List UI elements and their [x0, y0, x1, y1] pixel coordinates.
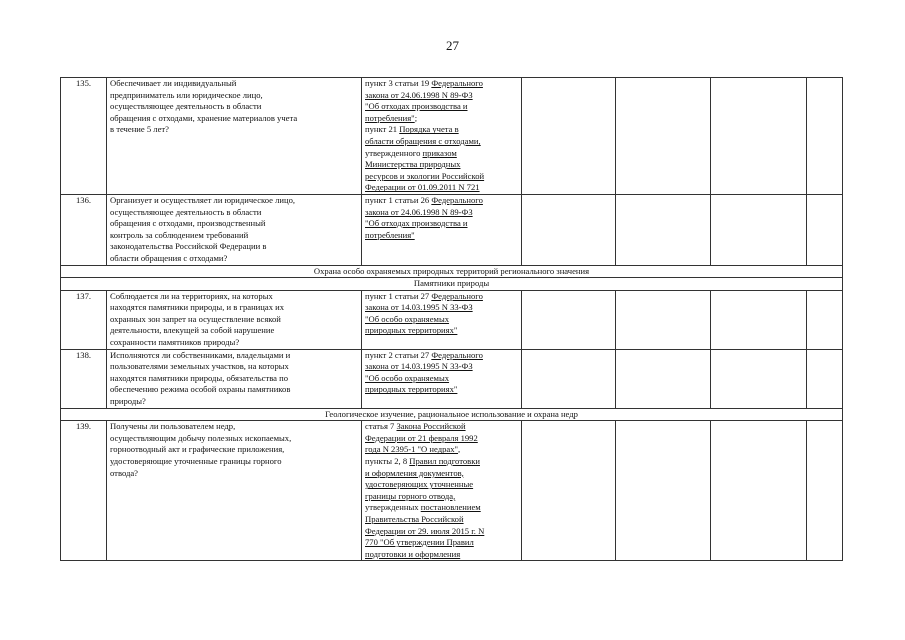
answer-cell: [711, 194, 807, 265]
basis-text: пункты 2, 8: [365, 456, 410, 466]
basis-line: [365, 433, 518, 445]
checklist-table: [60, 77, 843, 561]
basis-line: [365, 491, 518, 503]
question-cell: [107, 421, 362, 561]
table-row: [61, 194, 843, 265]
basis-line: [365, 314, 518, 326]
question-line: находятся памятники природы, и в границах их: [110, 302, 285, 313]
question-line: удостоверяющие уточненные границы горного: [110, 456, 282, 466]
basis-line: [365, 218, 518, 230]
legal-reference-link[interactable]: удостоверяющих уточненные: [365, 479, 474, 490]
section-row: [61, 265, 843, 278]
legal-reference-link[interactable]: закона от 14.03.1995 N 33-ФЗ: [365, 302, 473, 313]
legal-reference-link[interactable]: приказом: [422, 147, 457, 158]
section-row: [61, 408, 843, 421]
question-line: обращения с отходами, производственный: [110, 218, 266, 229]
answer-cell: [807, 78, 843, 195]
basis-line: [365, 537, 518, 549]
question-line: осуществляющее деятельность в области: [110, 206, 262, 217]
legal-reference-link[interactable]: границы горного отвода,: [365, 490, 456, 501]
legal-reference-link[interactable]: Правительства Российской: [365, 513, 464, 524]
basis-line: [365, 456, 518, 468]
question-cell: [107, 78, 362, 195]
legal-reference-link[interactable]: Правил подготовки: [409, 456, 480, 466]
item-number: 139.: [61, 421, 107, 561]
basis-text: ;: [414, 112, 418, 123]
legal-reference-link[interactable]: Закона Российской: [396, 421, 466, 432]
question-line: в течение 5 лет?: [110, 124, 169, 135]
answer-cell: [807, 194, 843, 265]
basis-text: ,: [458, 444, 461, 455]
basis-line: [365, 230, 518, 242]
question-line: Организует и осуществляет ли юридическое лицо,: [110, 194, 296, 205]
legal-reference-link[interactable]: "Об отходах производства и: [365, 101, 468, 112]
basis-line: [365, 195, 518, 207]
basis-text: пункт 1 статьи 27: [365, 290, 432, 301]
answer-cell: [522, 421, 616, 561]
question-line: охранных зон запрет на осуществление всякой: [110, 313, 281, 324]
legal-reference-link[interactable]: природных территориях": [365, 384, 458, 395]
question-line: Исполняются ли собственниками, владельцами и: [110, 349, 291, 360]
question-line: законодательства Российской Федерации в: [110, 241, 267, 252]
basis-line: [365, 502, 518, 514]
answer-cell: [616, 349, 711, 408]
table-row: [61, 421, 843, 561]
legal-reference-link[interactable]: природных территориях": [365, 325, 458, 336]
question-cell: [107, 194, 362, 265]
legal-reference-link[interactable]: Федерации от 01.09.2011 N 721: [365, 182, 480, 193]
answer-cell: [616, 290, 711, 349]
answer-cell: [522, 194, 616, 265]
legal-reference-link[interactable]: и оформления документов,: [365, 467, 464, 478]
legal-basis-cell: [362, 421, 522, 561]
basis-line: [365, 101, 518, 113]
page-number: 27: [446, 38, 459, 53]
legal-reference-link[interactable]: Федерального: [431, 78, 483, 88]
basis-line: [365, 78, 518, 90]
section-heading: Геологическое изучение, рациональное использование и охрана недр: [61, 408, 843, 421]
legal-reference-link[interactable]: Федерации от 29. июля 2015 г. N: [365, 525, 485, 536]
basis-text: утвержденных: [365, 502, 421, 513]
legal-reference-link[interactable]: закона от 24.06.1998 N 89-ФЗ: [365, 89, 473, 100]
legal-reference-link[interactable]: Федерального: [431, 290, 483, 301]
table-row: [61, 78, 843, 195]
basis-line: [365, 479, 518, 491]
table-row: [61, 290, 843, 349]
item-number: 137.: [61, 290, 107, 349]
table-row: [61, 349, 843, 408]
legal-reference-link[interactable]: "Об особо охраняемых: [365, 372, 450, 383]
basis-line: [365, 421, 518, 433]
legal-reference-link[interactable]: Федерального: [431, 194, 483, 205]
item-number: 136.: [61, 194, 107, 265]
legal-reference-link[interactable]: постановлением: [420, 502, 481, 513]
basis-text: статья 7: [365, 421, 397, 432]
basis-line: [365, 136, 518, 148]
legal-reference-link[interactable]: закона от 24.06.1998 N 89-ФЗ: [365, 206, 473, 217]
basis-text: пункт 3 статьи 19: [365, 78, 432, 88]
basis-line: [365, 468, 518, 480]
answer-cell: [522, 290, 616, 349]
question-cell: [107, 349, 362, 408]
answer-cell: [711, 290, 807, 349]
item-number: 135.: [61, 78, 107, 195]
basis-line: [365, 514, 518, 526]
basis-line: [365, 207, 518, 219]
answer-cell: [711, 421, 807, 561]
answer-cell: [616, 194, 711, 265]
legal-reference-link[interactable]: Федерального: [431, 349, 483, 360]
legal-reference-link[interactable]: "Об особо охраняемых: [365, 313, 450, 324]
question-line: осуществляющим добычу полезных ископаемых,: [110, 432, 292, 443]
answer-cell: [616, 421, 711, 561]
answer-cell: [807, 421, 843, 561]
answer-cell: [522, 78, 616, 195]
basis-line: [365, 148, 518, 160]
question-line: предприниматель или юридическое лицо,: [110, 89, 263, 100]
question-line: природы?: [110, 396, 146, 407]
section-heading: Охрана особо охраняемых природных территорий регионального значения: [61, 265, 843, 278]
legal-reference-link[interactable]: Порядка учета в: [399, 124, 459, 135]
answer-cell: [616, 78, 711, 195]
legal-reference-link[interactable]: года N 2395-1 "О недрах": [365, 444, 458, 455]
question-line: обращения с отходами, хранение материалов учета: [110, 112, 298, 123]
question-line: находятся памятники природы, обязательства по: [110, 372, 289, 383]
basis-text: утвержденного: [365, 147, 423, 158]
question-line: горноотводный акт и графические приложения,: [110, 444, 285, 455]
basis-line: [365, 361, 518, 373]
question-line: Соблюдается ли на территориях, на которых: [110, 290, 273, 301]
answer-cell: [522, 349, 616, 408]
basis-line: [365, 171, 518, 183]
question-line: пользователями земельных участков, на которых: [110, 361, 289, 372]
legal-reference-link[interactable]: "Об отходах производства и: [365, 218, 468, 229]
question-line: обеспечению режима особой охраны памятников: [110, 384, 291, 395]
section-row: [61, 278, 843, 291]
question-line: сохранности памятников природы?: [110, 337, 240, 348]
legal-reference-link[interactable]: 770 "Об утверждении Правил: [365, 537, 474, 548]
basis-line: [365, 291, 518, 303]
legal-basis-cell: [362, 194, 522, 265]
basis-line: [365, 350, 518, 362]
legal-reference-link[interactable]: ресурсов и экологии Российской: [365, 170, 485, 181]
legal-reference-link[interactable]: подготовки и оформления: [365, 548, 461, 559]
basis-line: [365, 302, 518, 314]
basis-line: [365, 90, 518, 102]
basis-line: [365, 444, 518, 456]
answer-cell: [807, 349, 843, 408]
basis-text: пункт 1 статьи 26: [365, 194, 432, 205]
basis-line: [365, 384, 518, 396]
legal-reference-link[interactable]: закона от 14.03.1995 N 33-ФЗ: [365, 361, 473, 372]
question-line: отвода?: [110, 467, 138, 478]
answer-cell: [711, 349, 807, 408]
legal-basis-cell: [362, 290, 522, 349]
legal-basis-cell: [362, 78, 522, 195]
basis-text: пункт 2 статьи 27: [365, 349, 432, 360]
question-cell: [107, 290, 362, 349]
question-line: контроль за соблюдением требований: [110, 229, 249, 240]
legal-reference-link[interactable]: Министерства природных: [365, 159, 461, 170]
legal-basis-cell: [362, 349, 522, 408]
legal-reference-link[interactable]: потребления": [365, 229, 415, 240]
question-line: осуществляющее деятельность в области: [110, 101, 262, 112]
basis-text: пункт 21: [365, 124, 400, 135]
basis-line: [365, 549, 518, 561]
legal-reference-link[interactable]: области обращения с отходами,: [365, 135, 481, 146]
basis-line: [365, 124, 518, 136]
basis-line: [365, 182, 518, 194]
legal-reference-link[interactable]: Федерации от 21 февраля 1992: [365, 432, 478, 443]
legal-reference-link[interactable]: потребления": [365, 112, 415, 123]
question-line: Обеспечивает ли индивидуальный: [110, 78, 237, 88]
answer-cell: [711, 78, 807, 195]
item-number: 138.: [61, 349, 107, 408]
basis-line: [365, 373, 518, 385]
basis-line: [365, 159, 518, 171]
basis-line: [365, 325, 518, 337]
basis-line: [365, 113, 518, 125]
question-line: Получены ли пользователем недр,: [110, 421, 236, 432]
basis-line: [365, 526, 518, 538]
question-line: деятельности, влекущей за собой нарушение: [110, 325, 275, 336]
answer-cell: [807, 290, 843, 349]
question-line: области обращения с отходами?: [110, 252, 228, 263]
section-heading: Памятники природы: [61, 278, 843, 291]
